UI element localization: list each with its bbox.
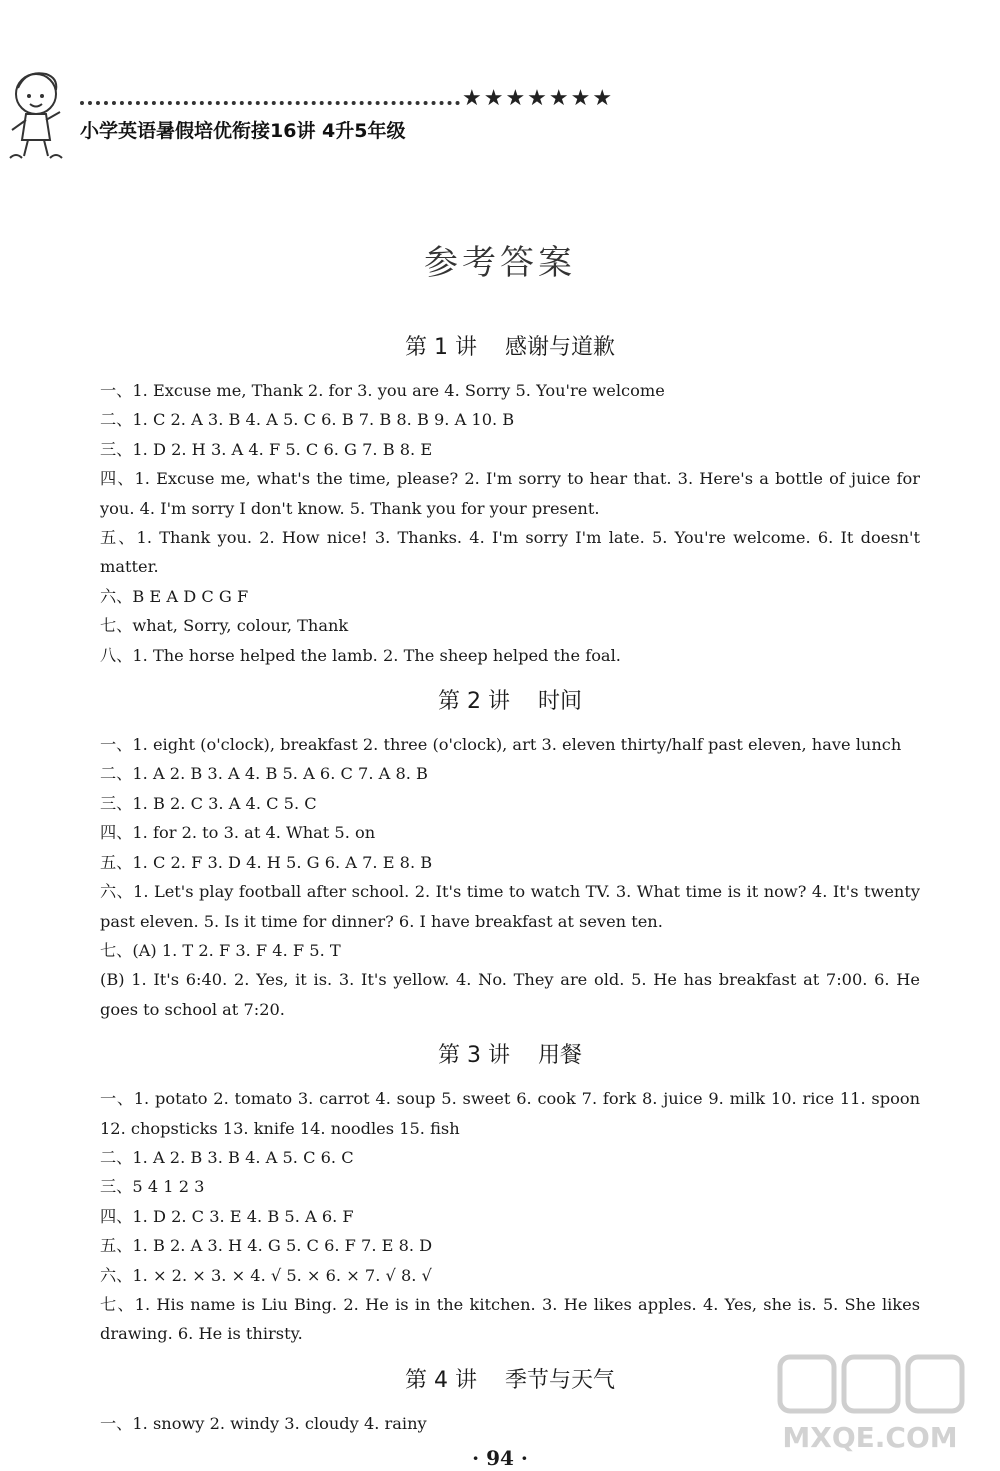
answer-line: 六、B E A D C G F [100, 586, 249, 606]
answer-line: 七、(A) 1. T 2. F 3. F 4. F 5. T [100, 940, 341, 960]
answer-line: 五、1. B 2. A 3. H 4. G 5. C 6. F 7. E 8. D [100, 1236, 433, 1256]
lecture-section [100, 684, 920, 1024]
lecture-section [100, 330, 920, 670]
page-title: 参考答案 [424, 243, 576, 283]
answer-line: 六、1. × 2. × 3. × 4. √ 5. × 6. × 7. √ 8. √ [100, 1265, 432, 1285]
watermark-text: MXQE.COM [782, 1421, 958, 1453]
answer-line: 五、1. C 2. F 3. D 4. H 5. G 6. A 7. E 8. B [100, 852, 433, 872]
cartoon-child-icon [6, 66, 76, 166]
header-dotted-rule [80, 101, 460, 105]
answer-line: 八、1. The horse helped the lamb. 2. The sheep helped the foal. [100, 645, 621, 665]
answer-line: 二、1. C 2. A 3. B 4. A 5. C 6. B 7. B 8. B 9. A 10. B [100, 410, 515, 430]
lecture-number: 第 3 讲 [438, 1043, 510, 1069]
answer-line: 四、1. for 2. to 3. at 4. What 5. on [100, 823, 376, 843]
answer-line: 四、1. Excuse me, what's the time, please? 2. I'm sorry to hear that. 3. Here's a bottle of juice for you. 4. I'm sorry I don't know. 5. Thank you for your present. [100, 469, 920, 518]
lecture-topic: 时间 [537, 689, 582, 715]
answer-line: 二、1. A 2. B 3. A 4. B 5. A 6. C 7. A 8. B [100, 764, 428, 784]
header-stars: ★★★★★★★ [462, 86, 615, 111]
answer-content [100, 330, 920, 1452]
lecture-number: 第 2 讲 [438, 689, 510, 715]
lecture-topic: 季节与天气 [504, 1367, 615, 1393]
watermark-logo [770, 1353, 980, 1453]
lecture-topic: 感谢与道歉 [504, 335, 615, 360]
page-number: · 94 · [472, 1446, 528, 1470]
book-title: 小学英语暑假培优衔接16讲 4升5年级 [80, 120, 406, 142]
lecture-heading [100, 1038, 920, 1074]
answer-line: 四、1. D 2. C 3. E 4. B 5. A 6. F [100, 1206, 354, 1226]
answer-line: 一、1. eight (o'clock), breakfast 2. three (o'clock), art 3. eleven thirty/half past eleven, have lunch [100, 735, 902, 755]
lecture-topic: 用餐 [537, 1043, 582, 1069]
answer-line: 六、1. Let's play football after school. 2. It's time to watch TV. 3. What time is it now? 4. It's twenty past eleven. 5. Is it time for dinner? 6. I have breakfast at seven ten. [100, 882, 920, 931]
answer-line: 一、1. potato 2. tomato 3. carrot 4. soup 5. sweet 6. cook 7. fork 8. juice 9. milk 10. rice 11. spoon 12. chopsticks 13. knife 14. noodles 15. fish [100, 1089, 920, 1138]
lecture-number: 第 1 讲 [405, 335, 477, 360]
answer-line: 五、1. Thank you. 2. How nice! 3. Thanks. 4. I'm sorry I'm late. 5. You're welcome. 6. It doesn't matter. [100, 528, 920, 577]
answer-line: 二、1. A 2. B 3. B 4. A 5. C 6. C [100, 1147, 354, 1167]
lecture-number: 第 4 讲 [405, 1367, 477, 1393]
lecture-section [100, 1038, 920, 1349]
answer-line: (B) 1. It's 6:40. 2. Yes, it is. 3. It's yellow. 4. No. They are old. 5. He has breakfast at 7:00. 6. He goes to school at 7:20. [100, 970, 920, 1019]
answer-line: 一、1. Excuse me, Thank 2. for 3. you are 4. Sorry 5. You're welcome [100, 381, 665, 400]
answer-line: 三、1. B 2. C 3. A 4. C 5. C [100, 793, 317, 813]
answer-line: 三、1. D 2. H 3. A 4. F 5. C 6. G 7. B 8. E [100, 439, 433, 459]
lecture-heading [100, 684, 920, 720]
answer-line: 三、5 4 1 2 3 [100, 1177, 205, 1197]
page-header [0, 0, 1000, 180]
answer-line: 七、1. His name is Liu Bing. 2. He is in the kitchen. 3. He likes apples. 4. Yes, she is. 5. She likes drawing. 6. He is thirsty. [100, 1294, 920, 1344]
answer-line: 一、1. snowy 2. windy 3. cloudy 4. rainy [100, 1413, 427, 1433]
lecture-heading [100, 330, 920, 366]
answer-line: 七、what, Sorry, colour, Thank [100, 616, 349, 636]
